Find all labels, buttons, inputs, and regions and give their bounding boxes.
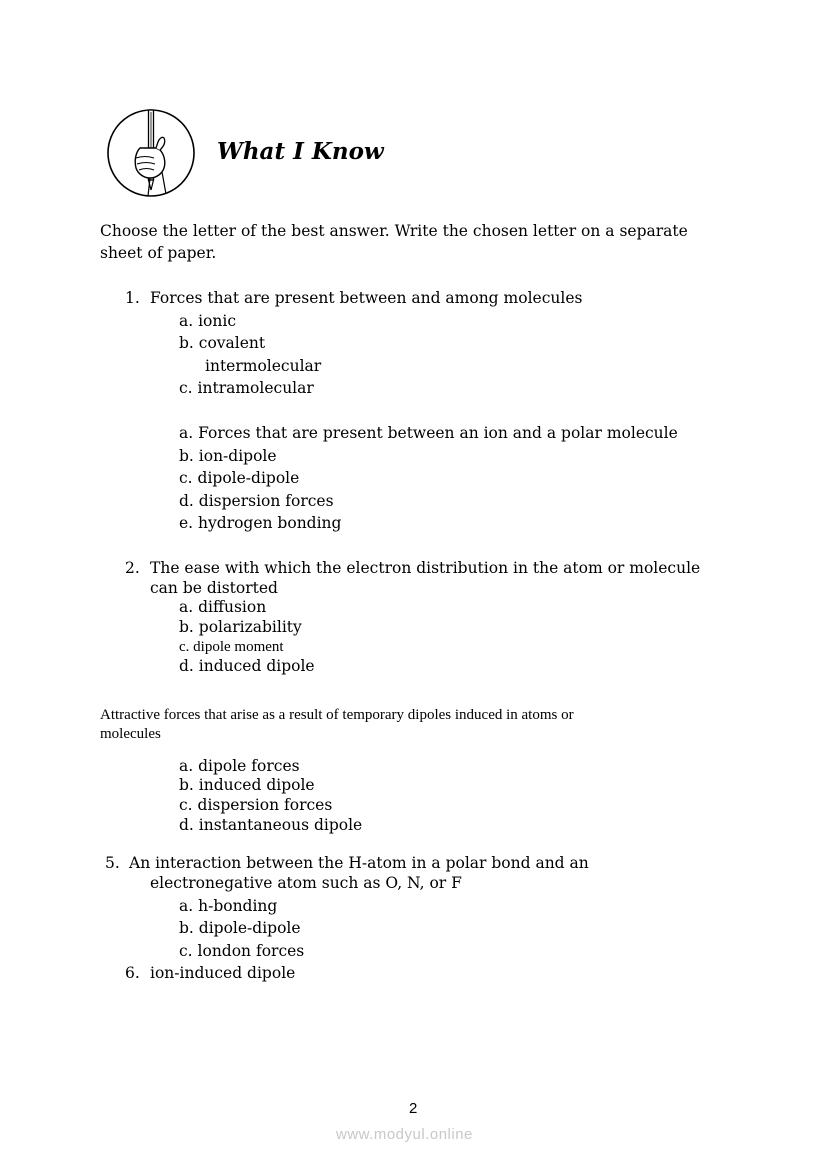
instructions-line-2: sheet of paper. [100,244,217,262]
page-number: 2 [409,1100,418,1117]
question-1-option-a: a. ionic [179,312,237,330]
question-attractive-option-a: a. dipole forces [179,757,300,775]
hand-holding-pencil-icon [106,108,196,198]
question-1-option-extra: intermolecular [205,357,322,375]
question-1-number: 1. [125,289,140,307]
question-ion-dipole-option-e: e. hydrogen bonding [179,514,342,532]
question-2-option-c: c. dipole moment [179,639,284,655]
question-attractive-option-b: b. induced dipole [179,776,315,794]
question-6-number: 6. [125,964,140,982]
question-5-line-1: An interaction between the H-atom in a polar bond and an [129,854,589,872]
question-2-line-2: can be distorted [150,579,278,597]
question-1-option-c: c. intramolecular [179,379,314,397]
question-1-text: Forces that are present between and among molecules [150,289,583,307]
question-attractive-line-1: Attractive forces that arise as a result of temporary dipoles induced in atoms or [100,707,574,723]
question-attractive-line-2: molecules [100,726,161,742]
question-5-option-b: b. dipole-dipole [179,919,301,937]
question-5-option-c: c. london forces [179,942,305,960]
question-5-number: 5. [105,854,120,872]
question-ion-dipole-option-c: c. dipole-dipole [179,469,300,487]
instructions-line-1: Choose the letter of the best answer. Write the chosen letter on a separate [100,222,688,240]
watermark: www.modyul.online [336,1126,473,1143]
question-attractive-option-c: c. dispersion forces [179,796,333,814]
question-1-option-b: b. covalent [179,334,266,352]
question-attractive-option-d: d. instantaneous dipole [179,816,363,834]
question-2-option-b: b. polarizability [179,618,302,636]
section-title: What I Know [217,138,384,165]
question-2-option-a: a. diffusion [179,598,267,616]
question-6-text: ion-induced dipole [150,964,296,982]
question-5-line-2: electronegative atom such as O, N, or F [150,874,462,892]
question-2-number: 2. [125,559,140,577]
question-5-option-a: a. h-bonding [179,897,278,915]
question-ion-dipole-option-a: a. Forces that are present between an ion and a polar molecule [179,424,678,442]
question-ion-dipole-option-b: b. ion-dipole [179,447,277,465]
question-2-option-d: d. induced dipole [179,657,315,675]
question-ion-dipole-option-d: d. dispersion forces [179,492,334,510]
question-2-line-1: The ease with which the electron distribution in the atom or molecule [150,559,701,577]
